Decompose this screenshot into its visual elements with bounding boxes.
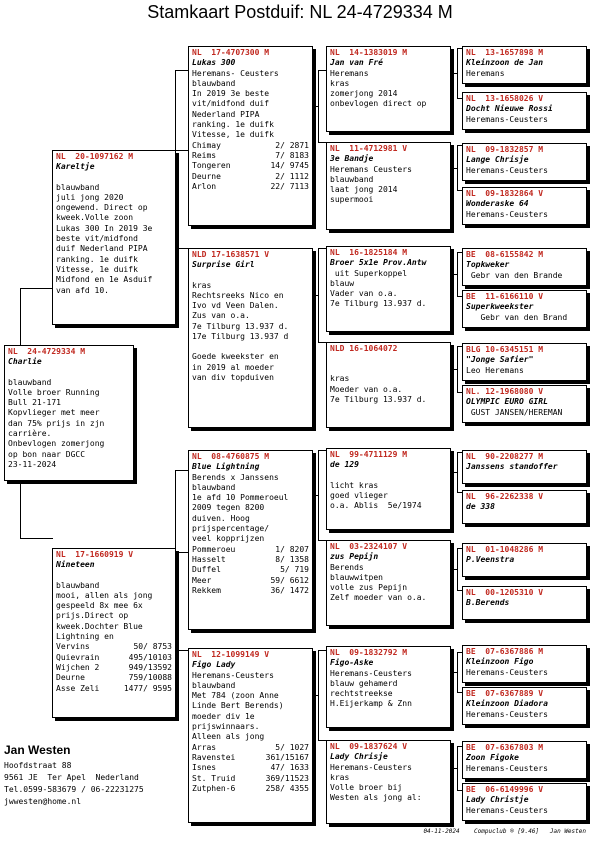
race-result: 8/ 1358 bbox=[275, 554, 309, 564]
info-line: vit/midfond duif bbox=[192, 99, 270, 109]
info-line: veel kopprijzen bbox=[192, 534, 265, 544]
ring-number: NLD 16-1064072 bbox=[330, 344, 398, 353]
info-line: uit Superkoppel bbox=[330, 268, 408, 278]
info-line: dan 75% prijs in zjn bbox=[8, 418, 105, 428]
race-result: 2/ 1112 bbox=[275, 171, 309, 181]
race-result: 22/ 7113 bbox=[270, 181, 309, 191]
pigeon-name: Broer 5x1e Prov.Antw bbox=[330, 258, 427, 268]
ring-number: BE 07-6367886 M bbox=[466, 647, 544, 656]
ancestor-card bbox=[462, 586, 587, 620]
breeder-line: Heremans-Ceusters bbox=[466, 209, 548, 219]
pigeon-name: "Jonge Safier" bbox=[466, 355, 534, 365]
ancestor-card bbox=[462, 92, 587, 130]
info-line: blauwband bbox=[56, 182, 100, 192]
info-line: Vitesse, 1e duifk bbox=[192, 130, 274, 140]
pigeon-name: Lady Chrisje bbox=[330, 752, 388, 762]
race-name: Pommeroeu bbox=[192, 544, 236, 554]
ring-number: NL 17-4707300 M bbox=[192, 48, 270, 57]
connector-line bbox=[450, 369, 457, 370]
ancestor-card bbox=[462, 187, 587, 225]
footer-text: 04-11-2024 Compuclub ® [9.46] Jan Westen bbox=[423, 828, 586, 835]
blank-line bbox=[56, 571, 172, 581]
ancestor-card bbox=[462, 741, 587, 779]
info-line: blauwband bbox=[330, 174, 374, 184]
info-line: zomerjong 2014 bbox=[330, 89, 398, 99]
great-grandparent-card bbox=[326, 540, 451, 626]
race-result: 5/ 1027 bbox=[275, 742, 309, 752]
info-line: ranking. 1e duifk bbox=[56, 254, 138, 264]
blank-line bbox=[192, 271, 309, 281]
info-line: Bull 21-171 bbox=[8, 398, 61, 408]
race-name: Asse Zeli bbox=[56, 683, 100, 693]
breeder-line: Gebr van den Brande bbox=[466, 270, 563, 280]
ring-number: NL 01-1048286 M bbox=[466, 545, 544, 554]
ring-number: NL 00-1205310 V bbox=[466, 588, 544, 597]
pigeon-name: Kleinzoon de Jan bbox=[466, 58, 544, 68]
info-line: ongewend. Direct op bbox=[56, 203, 148, 213]
race-result: 2/ 2871 bbox=[275, 140, 309, 150]
info-line: Goede kweekster en bbox=[192, 352, 279, 362]
ring-number: NL 09-1832792 M bbox=[330, 648, 408, 657]
ring-number: BE 11-6166110 V bbox=[466, 292, 544, 301]
info-line: 17e Tilburg 13.937 d bbox=[192, 332, 289, 342]
ancestor-card bbox=[462, 645, 587, 683]
grandparent-card bbox=[188, 248, 313, 428]
grandparent-card bbox=[188, 46, 313, 226]
connector-line bbox=[318, 450, 319, 540]
race-result: 759/10088 bbox=[128, 673, 172, 683]
info-line: Volle broer bij bbox=[330, 783, 403, 793]
race-result: 1/ 8207 bbox=[275, 544, 309, 554]
ring-number: NL 16-1825184 M bbox=[330, 248, 408, 257]
race-name: Isnes bbox=[192, 763, 217, 773]
ancestor-card bbox=[462, 143, 587, 181]
race-result: 949/13592 bbox=[128, 662, 172, 672]
great-grandparent-card bbox=[326, 740, 451, 824]
connector-line bbox=[450, 168, 457, 169]
ancestor-card bbox=[462, 343, 587, 381]
connector-line bbox=[457, 548, 458, 590]
owner-email: jwwesten@home.nl bbox=[4, 797, 82, 806]
ring-number: NL 09-1837624 V bbox=[330, 742, 408, 751]
results-table bbox=[56, 642, 172, 693]
ring-number: BE 08-6155842 M bbox=[466, 250, 544, 259]
info-line: o.a. Ablis 5e/1974 bbox=[330, 501, 422, 511]
pigeon-name: de 338 bbox=[466, 502, 495, 512]
info-line: supermooi bbox=[330, 195, 374, 205]
info-line: kweek.Dochter Blue bbox=[56, 621, 143, 631]
info-line: Vitesse, 1e duifk bbox=[56, 264, 138, 274]
info-line: prijspercentage/ bbox=[192, 524, 270, 534]
race-result: 361/15167 bbox=[265, 752, 309, 762]
race-result: 47/ 1633 bbox=[270, 763, 309, 773]
blank-line bbox=[56, 173, 172, 183]
info-line: blauw gehamerd bbox=[330, 678, 398, 688]
pigeon-name: 3e Bandje bbox=[330, 154, 374, 164]
connector-line bbox=[457, 746, 458, 790]
breeder-line: Gebr van den Brand bbox=[466, 312, 568, 322]
race-result: 36/ 1472 bbox=[270, 585, 309, 595]
race-name: Chimay bbox=[192, 140, 221, 150]
info-line: van div topduiven bbox=[192, 372, 274, 382]
info-line: Heremans Ceusters bbox=[330, 164, 412, 174]
info-line: Zelf moeder van o.a. bbox=[330, 593, 427, 603]
ring-number: NL 14-1383019 M bbox=[330, 48, 408, 57]
info-line: prijs.Direct op bbox=[56, 611, 129, 621]
ring-number: NL 03-2324107 V bbox=[330, 542, 408, 551]
breeder-line: Heremans-Ceusters bbox=[466, 709, 548, 719]
race-name: Arras bbox=[192, 742, 217, 752]
blank-line bbox=[330, 471, 447, 481]
race-name: Vervins bbox=[56, 642, 90, 652]
ancestor-card bbox=[462, 385, 587, 423]
info-line: Lightning en bbox=[56, 632, 114, 642]
info-line: kras bbox=[330, 772, 350, 782]
info-line: kweek.Volle zoon bbox=[56, 213, 134, 223]
race-name: Rekkem bbox=[192, 585, 221, 595]
breeder-line: Heremans-Ceusters bbox=[466, 763, 548, 773]
ring-number: NL 11-4712981 V bbox=[330, 144, 408, 153]
results-table bbox=[192, 743, 309, 794]
pigeon-name: Blue Lightning bbox=[192, 462, 260, 472]
ring-number: BE 07-6367803 M bbox=[466, 743, 544, 752]
race-result: 258/ 4355 bbox=[265, 783, 309, 793]
info-line: Onbevlogen zomerjong bbox=[8, 439, 105, 449]
ring-number: NL 13-1657898 M bbox=[466, 48, 544, 57]
race-name: Zutphen-6 bbox=[192, 783, 236, 793]
info-line: kras bbox=[330, 374, 350, 384]
great-grandparent-card bbox=[326, 142, 451, 230]
info-line: Heremans- Ceusters bbox=[192, 68, 279, 78]
pigeon-name: Charlie bbox=[8, 357, 42, 367]
pigeon-name: Surprise Girl bbox=[192, 260, 255, 270]
info-line: carrière. bbox=[8, 429, 52, 439]
info-line: Volle broer Running bbox=[8, 387, 100, 397]
info-line: gespeeld 8x mee 6x bbox=[56, 601, 143, 611]
pigeon-name: Jan van Fré bbox=[330, 58, 383, 68]
ancestor-card bbox=[462, 783, 587, 821]
ring-number: NL 24-4729334 M bbox=[8, 347, 86, 356]
pigeon-name: Lukas 300 bbox=[192, 58, 236, 68]
ancestor-card bbox=[462, 687, 587, 725]
pigeon-name: Docht Nieuwe Rossi bbox=[466, 104, 553, 114]
connector-line bbox=[20, 481, 21, 538]
ancestor-card bbox=[462, 248, 587, 286]
race-name: Deurne bbox=[192, 171, 221, 181]
info-line: blauwband bbox=[8, 377, 52, 387]
ancestor-card bbox=[462, 46, 587, 84]
connector-line bbox=[450, 472, 457, 473]
ring-number: NL 20-1097162 M bbox=[56, 152, 134, 161]
race-name: Ravenstei bbox=[192, 752, 236, 762]
connector-line bbox=[318, 248, 319, 342]
great-grandparent-card bbox=[326, 646, 451, 728]
info-line: Nederland PIPA bbox=[192, 109, 260, 119]
info-line: blauwband bbox=[192, 78, 236, 88]
race-result: 14/ 9745 bbox=[270, 161, 309, 171]
subject-card bbox=[4, 345, 134, 481]
race-result: 1477/ 9595 bbox=[123, 683, 172, 693]
breeder-line: Heremans-Ceusters bbox=[466, 165, 548, 175]
pigeon-name: P.Veenstra bbox=[466, 555, 515, 565]
pigeon-name: Figo Lady bbox=[192, 660, 236, 670]
connector-line bbox=[20, 288, 53, 289]
pigeon-name: Topkweker bbox=[466, 260, 510, 270]
blank-line bbox=[330, 364, 447, 374]
owner-name: Jan Westen bbox=[4, 743, 71, 757]
info-line: Rechtsreeks Nico en bbox=[192, 290, 284, 300]
race-name: Quievrain bbox=[56, 652, 100, 662]
info-line: juli jong 2020 bbox=[56, 192, 124, 202]
connector-line bbox=[457, 252, 458, 296]
pigeon-name: Zoon Figoke bbox=[466, 753, 519, 763]
info-line: Zus van o.a. bbox=[192, 311, 250, 321]
info-line: 7e Tilburg 13.937 d. bbox=[330, 299, 427, 309]
info-line: mooi, allen als jong bbox=[56, 590, 153, 600]
owner-block bbox=[4, 744, 144, 808]
info-line: Midfond en 1e Asduif bbox=[56, 275, 153, 285]
pigeon-name: Lange Chrisje bbox=[466, 155, 529, 165]
ring-number: NL 17-1660919 V bbox=[56, 550, 134, 559]
connector-line bbox=[450, 569, 457, 570]
connector-line bbox=[457, 652, 458, 692]
race-name: Duffel bbox=[192, 565, 221, 575]
ring-number: NL 12-1099149 V bbox=[192, 650, 270, 659]
info-line: Heremans-Ceusters bbox=[192, 670, 274, 680]
grandparent-card bbox=[188, 648, 313, 823]
ring-number: NL 08-4760875 M bbox=[192, 452, 270, 461]
breeder-line: Leo Heremans bbox=[466, 365, 524, 375]
ring-number: BLG 10-6345151 M bbox=[466, 345, 544, 354]
ring-number: NL 09-1832857 M bbox=[466, 145, 544, 154]
info-line: duiven. Hoog bbox=[192, 513, 250, 523]
ring-number: NL. 12-1968080 V bbox=[466, 387, 544, 396]
ring-number: NL 09-1832864 V bbox=[466, 189, 544, 198]
info-line: ranking. 1e duifk bbox=[192, 120, 274, 130]
info-line: rechtstreekse bbox=[330, 689, 393, 699]
blank-line bbox=[330, 354, 447, 364]
owner-phone: Tel.0599-583679 / 06-22231275 bbox=[4, 785, 144, 794]
connector-line bbox=[450, 768, 457, 769]
race-name: Tongeren bbox=[192, 161, 231, 171]
connector-line bbox=[318, 70, 319, 142]
pigeon-name: Superkweekster bbox=[466, 302, 534, 312]
info-line: blauwband bbox=[56, 580, 100, 590]
pigeon-name: B.Berends bbox=[466, 598, 510, 608]
race-name: Meer bbox=[192, 575, 212, 585]
connector-line bbox=[457, 48, 458, 98]
race-name: Reims bbox=[192, 150, 217, 160]
page-title: Stamkaart Postduif: NL 24-4729334 M bbox=[147, 2, 453, 22]
owner-address: Hoofdstraat 88 bbox=[4, 761, 72, 770]
pigeon-name: Kleinzoon Diadora bbox=[466, 699, 548, 709]
ring-number: NL 96-2262338 V bbox=[466, 492, 544, 501]
race-name: Hasselt bbox=[192, 554, 226, 564]
race-result: 7/ 8183 bbox=[275, 150, 309, 160]
info-line: 7e Tilburg 13.937 d. bbox=[192, 321, 289, 331]
info-line: Heremans-Ceusters bbox=[330, 762, 412, 772]
great-grandparent-card bbox=[326, 246, 451, 332]
info-line: blauwband bbox=[192, 680, 236, 690]
info-line: blauwband bbox=[192, 482, 236, 492]
breeder-line: Heremans bbox=[466, 68, 505, 78]
info-line: licht kras bbox=[330, 480, 379, 490]
info-line: Moeder van o.a. bbox=[330, 384, 403, 394]
owner-city: 9561 JE Ter Apel Nederland bbox=[4, 773, 139, 782]
connector-line bbox=[450, 73, 457, 74]
connector-line bbox=[450, 274, 457, 275]
race-name: Arlon bbox=[192, 181, 217, 191]
ring-number: NL 99-4711129 M bbox=[330, 450, 408, 459]
race-result: 5/ 719 bbox=[280, 565, 309, 575]
pigeon-name: Janssens standoffer bbox=[466, 462, 558, 472]
info-line: Heremans bbox=[330, 68, 369, 78]
breeder-line: Heremans-Ceusters bbox=[466, 114, 548, 124]
results-table bbox=[192, 141, 309, 192]
race-result: 369/11523 bbox=[265, 773, 309, 783]
race-name: St. Truid bbox=[192, 773, 236, 783]
blank-line bbox=[8, 368, 130, 378]
info-line: Linde Bert Berends) bbox=[192, 701, 284, 711]
pigeon-name: Kleinzoon Figo bbox=[466, 657, 534, 667]
ring-number: NL 13-1658026 V bbox=[466, 94, 544, 103]
info-line: Westen als jong al: bbox=[330, 793, 422, 803]
connector-line bbox=[457, 452, 458, 492]
breeder-line: GUST JANSEN/HEREMAN bbox=[466, 407, 563, 417]
ancestor-card bbox=[462, 490, 587, 524]
pigeon-name: Wonderaske 64 bbox=[466, 199, 529, 209]
great-grandparent-card bbox=[326, 342, 451, 428]
info-line: goed vlieger bbox=[330, 490, 388, 500]
pigeon-name: Lady Christje bbox=[466, 795, 529, 805]
results-table bbox=[192, 545, 309, 596]
info-line: op bon naar DGCC bbox=[8, 449, 86, 459]
race-result: 495/10103 bbox=[128, 652, 172, 662]
connector-line bbox=[318, 650, 319, 740]
info-line: H.Eijerkamp & Znn bbox=[330, 699, 412, 709]
info-line: blauwwitpen bbox=[330, 572, 383, 582]
pigeon-name: Nineteen bbox=[56, 560, 95, 570]
mother-card bbox=[52, 548, 176, 718]
info-line: Vader van o.a. bbox=[330, 289, 398, 299]
info-line: moeder div 1e bbox=[192, 711, 255, 721]
info-line: kras bbox=[192, 280, 212, 290]
info-line: 23-11-2024 bbox=[8, 459, 57, 469]
info-line: van afd 10. bbox=[56, 285, 109, 295]
ring-number: BE 06-6149996 V bbox=[466, 785, 544, 794]
info-line: 7e Tilburg 13.937 d. bbox=[330, 394, 427, 404]
info-line: Ivo vd Veen Dalen. bbox=[192, 301, 279, 311]
info-line: blauw bbox=[330, 278, 355, 288]
great-grandparent-card bbox=[326, 46, 451, 132]
pigeon-name: de 129 bbox=[330, 460, 359, 470]
great-grandparent-card bbox=[326, 448, 451, 530]
ancestor-card bbox=[462, 290, 587, 328]
info-line: Kopvlieger met meer bbox=[8, 408, 100, 418]
connector-line bbox=[20, 288, 21, 345]
info-line: 2009 tegen 8200 bbox=[192, 503, 265, 513]
info-line: Met 784 (zoon Anne bbox=[192, 691, 279, 701]
connector-line bbox=[457, 346, 458, 392]
info-line: Alleen als jong bbox=[192, 732, 265, 742]
info-line: Berends x Janssens bbox=[192, 472, 279, 482]
ring-number: NL 90-2208277 M bbox=[466, 452, 544, 461]
ancestor-card bbox=[462, 450, 587, 484]
ring-number: BE 07-6367889 V bbox=[466, 689, 544, 698]
race-name: Deurne bbox=[56, 673, 85, 683]
pigeon-name: OLYMPIC EURO GIRL bbox=[466, 397, 548, 407]
race-result: 50/ 8753 bbox=[133, 642, 172, 652]
connector-line bbox=[450, 672, 457, 673]
info-line: volle zus Pepijn bbox=[330, 583, 408, 593]
connector-line bbox=[20, 538, 53, 539]
info-line: prijswinnaars. bbox=[192, 722, 260, 732]
info-line: 1e afd 10 Pommeroeul bbox=[192, 493, 289, 503]
father-card bbox=[52, 150, 176, 325]
info-line: Lukas 300 In 2019 3e bbox=[56, 223, 153, 233]
info-line: Heremans-Ceusters bbox=[330, 668, 412, 678]
info-line: beste vit/midfond bbox=[56, 234, 138, 244]
info-line: in 2019 al moeder bbox=[192, 362, 274, 372]
info-line: In 2019 3e beste bbox=[192, 89, 270, 99]
ancestor-card bbox=[462, 543, 587, 577]
breeder-line: Heremans-Ceusters bbox=[466, 667, 548, 677]
grandparent-card bbox=[188, 450, 313, 630]
race-result: 59/ 6612 bbox=[270, 575, 309, 585]
race-name: Wijchen 2 bbox=[56, 662, 100, 672]
info-line: duif Nederland PIPA bbox=[56, 244, 148, 254]
info-line: kras bbox=[330, 78, 350, 88]
info-line: laat jong 2014 bbox=[330, 185, 398, 195]
info-line: onbevlogen direct op bbox=[330, 99, 427, 109]
blank-line bbox=[192, 342, 309, 352]
info-line: Berends bbox=[330, 562, 364, 572]
ring-number: NLD 17-1638571 V bbox=[192, 250, 270, 259]
pigeon-name: zus Pepijn bbox=[330, 552, 379, 562]
pigeon-name: Figo-Aske bbox=[330, 658, 374, 668]
pigeon-name: Kareltje bbox=[56, 162, 95, 172]
breeder-line: Heremans-Ceusters bbox=[466, 805, 548, 815]
connector-line bbox=[457, 145, 458, 190]
